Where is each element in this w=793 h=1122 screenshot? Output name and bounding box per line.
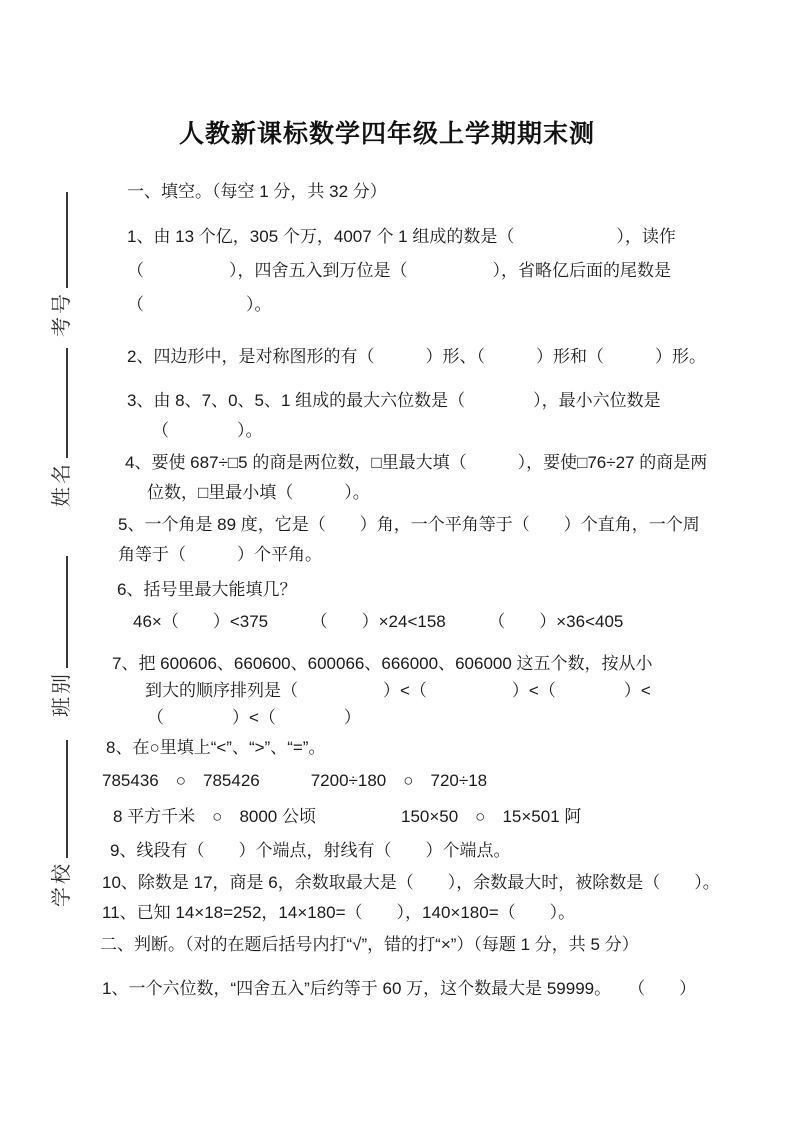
question-line: 位数，□里最小填（ ）。 xyxy=(147,483,370,502)
question-4 xyxy=(125,448,733,508)
section-2-heading: 二、判断。（对的在题后括号内打“√”，错的打“×”）（每题 1 分，共 5 分） xyxy=(100,935,639,954)
question-3 xyxy=(127,386,733,446)
question-line: 5、一个角是 89 度，它是（ ）角，一个平角等于（ ）个直角，一个周 xyxy=(118,515,700,534)
page-title: 人教新课标数学四年级上学期期末测 xyxy=(178,121,595,148)
field-label: 学校 xyxy=(51,861,73,907)
question-7 xyxy=(112,650,733,731)
question-11 xyxy=(102,898,733,928)
exam-content xyxy=(100,116,733,1004)
question-line: 8 平方千米 ○ 8000 公顷 150×50 ○ 15×501 阿 xyxy=(113,807,582,826)
question-line: （ ）。 xyxy=(127,295,272,314)
question-line: 785436 ○ 785426 7200÷180 ○ 720÷18 xyxy=(102,771,488,790)
question-line: 1、由 13 个亿，305 个万，4007 个 1 组成的数是（ ），读作 xyxy=(127,227,676,246)
question-1 xyxy=(127,220,733,322)
question-line: （ ）。 xyxy=(152,421,263,440)
field-label: 考号 xyxy=(51,291,73,337)
section-1-heading: 一、填空。（每空 1 分，共 32 分） xyxy=(127,182,387,201)
question-line: 10、除数是 17，商是 6，余数取最大是（ ），余数最大时，被除数是（ ）。 xyxy=(102,873,720,892)
section-2-question-1 xyxy=(102,974,733,1004)
question-line: 6、括号里最大能填几？ xyxy=(117,580,297,599)
question-line: 2、四边形中，是对称图形的有（ ）形、（ ）形和（ ）形。 xyxy=(127,347,706,366)
margin-field-school xyxy=(45,730,71,907)
field-underline xyxy=(51,556,68,668)
question-6 xyxy=(117,574,733,638)
question-5 xyxy=(118,510,733,570)
field-underline xyxy=(51,348,68,458)
question-10 xyxy=(102,868,733,898)
question-line: （ ），四舍五入到万位是（ ），省略亿后面的尾数是 xyxy=(127,261,671,280)
question-2 xyxy=(127,342,733,372)
field-label: 班别 xyxy=(51,671,73,717)
question-line: 到大的顺序排列是（ ）<（ ）<（ ）< xyxy=(145,681,651,700)
question-line: 11、已知 14×18=252，14×180=（ ），140×180=（ ）。 xyxy=(102,903,576,922)
question-line: 46×（ ）<375 （ ）×24<158 （ ）×36<405 xyxy=(133,612,624,631)
question-9 xyxy=(110,836,733,866)
field-underline xyxy=(51,192,68,288)
margin-field-class xyxy=(45,540,71,717)
question-line: 角等于（ ）个平角。 xyxy=(118,545,322,564)
question-line: （ ）<（ ） xyxy=(147,708,361,727)
margin-field-exam-number xyxy=(45,179,71,337)
question-line: 1、一个六位数，“四舍五入”后约等于 60 万，这个数最大是 59999。 （ ） xyxy=(102,979,697,998)
question-line: 7、把 600606、660600、600066、666000、606000 这五个数，按从小 xyxy=(112,654,653,673)
margin-field-name xyxy=(45,339,71,507)
field-label: 姓名 xyxy=(51,461,73,507)
question-line: 4、要使 687÷□5 的商是两位数，□里最大填（ ），要使□76÷27 的商是两 xyxy=(125,453,708,472)
question-line: 3、由 8、7、0、5、1 组成的最大六位数是（ ），最小六位数是 xyxy=(127,391,661,410)
question-8 xyxy=(102,733,733,835)
field-underline xyxy=(51,740,68,858)
question-line: 8、在○里填上“<”、“>”、“=”。 xyxy=(106,738,326,757)
question-line: 9、线段有（ ）个端点，射线有（ ）个端点。 xyxy=(110,841,511,860)
